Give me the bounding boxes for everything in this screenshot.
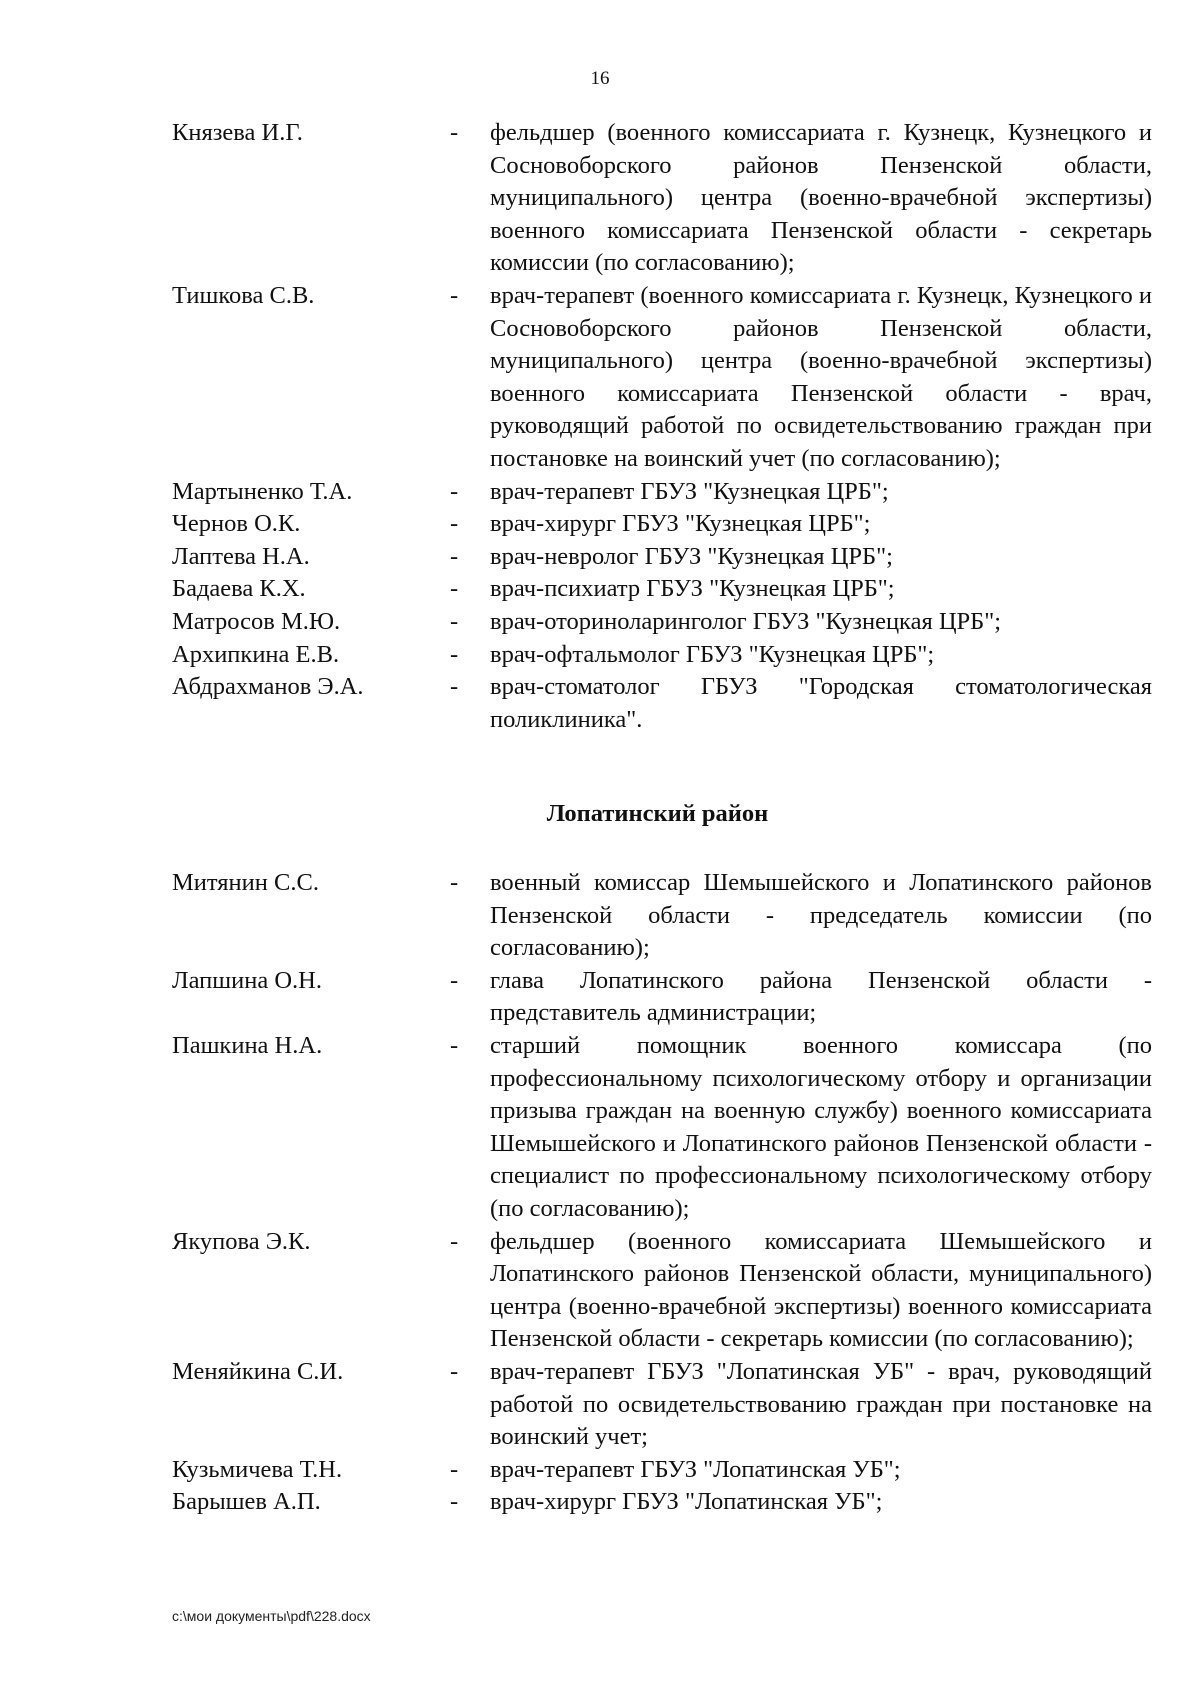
member-row: [172, 476, 1152, 509]
member-name: Барышев А.П.: [172, 1488, 321, 1516]
member-description: врач-офтальмолог ГБУЗ "Кузнецкая ЦРБ";: [490, 640, 935, 668]
member-name: Князева И.Г.: [172, 119, 303, 146]
member-description: врач-терапевт ГБУЗ "Лопатинская УБ";: [490, 1455, 901, 1483]
member-dash: -: [450, 1227, 459, 1255]
member-dash: -: [450, 477, 459, 505]
member-row: [172, 1356, 1152, 1454]
member-row: [172, 1454, 1152, 1487]
member-description: врач-терапевт ГБУЗ "Кузнецкая ЦРБ";: [490, 477, 889, 505]
member-name: Архипкина Е.В.: [172, 640, 340, 668]
member-name: Тишкова С.В.: [172, 281, 315, 309]
member-dash: -: [450, 607, 459, 635]
member-dash: -: [450, 966, 459, 994]
member-row: [172, 508, 1152, 541]
member-name: Матросов М.Ю.: [172, 607, 341, 635]
member-dash: -: [450, 1357, 459, 1385]
member-name: Меняйкина С.И.: [172, 1357, 344, 1385]
section-title-lopatinsky: Лопатинский район: [546, 800, 769, 827]
member-description: военный комиссар Шемышейского и Лопатинского районов Пензенской области - председатель комиссии (по согласованию);: [490, 869, 1152, 962]
member-description: врач-оториноларинголог ГБУЗ "Кузнецкая ЦРБ";: [490, 607, 1002, 635]
member-row: [172, 639, 1152, 672]
member-name: Абдрахманов Э.А.: [172, 673, 364, 701]
member-dash: -: [450, 1455, 459, 1483]
member-row: [172, 573, 1152, 606]
member-row: [172, 117, 1152, 280]
member-row: [172, 867, 1152, 965]
member-description: врач-хирург ГБУЗ "Кузнецкая ЦРБ";: [490, 510, 871, 538]
member-dash: -: [450, 575, 459, 603]
member-row: [172, 671, 1152, 736]
member-row: [172, 965, 1152, 1030]
member-dash: -: [450, 1031, 459, 1059]
member-dash: -: [450, 869, 459, 896]
member-row: [172, 606, 1152, 639]
member-description: глава Лопатинского района Пензенской области - представитель администрации;: [490, 966, 1152, 1027]
member-row: [172, 541, 1152, 574]
member-name: Мартыненко Т.А.: [172, 477, 353, 505]
member-dash: -: [450, 281, 459, 309]
member-row: [172, 280, 1152, 476]
member-dash: -: [450, 640, 459, 668]
member-dash: -: [450, 510, 459, 538]
page-number: 16: [590, 68, 610, 89]
member-name: Лапшина О.Н.: [172, 966, 323, 994]
member-row: [172, 1226, 1152, 1356]
member-description: врач-хирург ГБУЗ "Лопатинская УБ";: [490, 1488, 883, 1516]
member-row: [172, 1486, 1152, 1519]
member-row: [172, 1030, 1152, 1226]
member-description: врач-невролог ГБУЗ "Кузнецкая ЦРБ";: [490, 542, 893, 570]
members-list-lopatinsky: [172, 867, 1152, 1519]
member-description: врач-терапевт ГБУЗ "Лопатинская УБ" - врач, руководящий работой по освидетельствованию граждан при постановке на воинский учет;: [490, 1357, 1152, 1451]
members-list-kuznetsk: [172, 117, 1152, 736]
member-name: Бадаева К.Х.: [172, 575, 306, 603]
member-name: Якупова Э.К.: [172, 1227, 311, 1255]
member-description: фельдшер (военного комиссариата Шемышейского и Лопатинского районов Пензенской области, муниципального) центра (военно-врачебной экспертизы) военного комиссариата Пензенской области - секретарь комиссии (по согласованию);: [490, 1227, 1152, 1353]
member-description: врач-психиатр ГБУЗ "Кузнецкая ЦРБ";: [490, 575, 895, 603]
member-name: Чернов О.К.: [172, 510, 301, 538]
member-name: Пашкина Н.А.: [172, 1031, 323, 1059]
member-name: Кузьмичева Т.Н.: [172, 1455, 343, 1483]
member-name: Лаптева Н.А.: [172, 542, 310, 570]
member-dash: -: [450, 119, 459, 146]
member-description: старший помощник военного комиссара (по профессиональному психологическому отбору и организации призыва граждан на военную службу) военного комиссариата Шемышейского и Лопатинского районов Пензенской области - специалист по профессиональному психологическому отбору (по согласованию);: [490, 1031, 1152, 1222]
footer-file-path: c:\мои документы\pdf\228.docx: [172, 1608, 371, 1624]
member-description: фельдшер (военного комиссариата г. Кузнецк, Кузнецкого и Сосновоборского районов Пензенской области, муниципального) центра (военно-врачебной экспертизы) военного комиссариата Пензенской области - секретарь комиссии (по согласованию);: [490, 119, 1152, 277]
member-dash: -: [450, 673, 459, 701]
member-description: врач-терапевт (военного комиссариата г. Кузнецк, Кузнецкого и Сосновоборского районов Пензенской области, муниципального) центра (военно-врачебной экспертизы) военного комиссариата Пензенской области - врач, руководящий работой по освидетельствованию граждан при постановке на воинский учет (по согласованию);: [490, 281, 1152, 472]
member-description: врач-стоматолог ГБУЗ "Городская стоматологическая поликлиника".: [490, 673, 1152, 733]
member-dash: -: [450, 542, 459, 570]
member-name: Митянин С.С.: [172, 869, 319, 896]
member-dash: -: [450, 1488, 459, 1516]
